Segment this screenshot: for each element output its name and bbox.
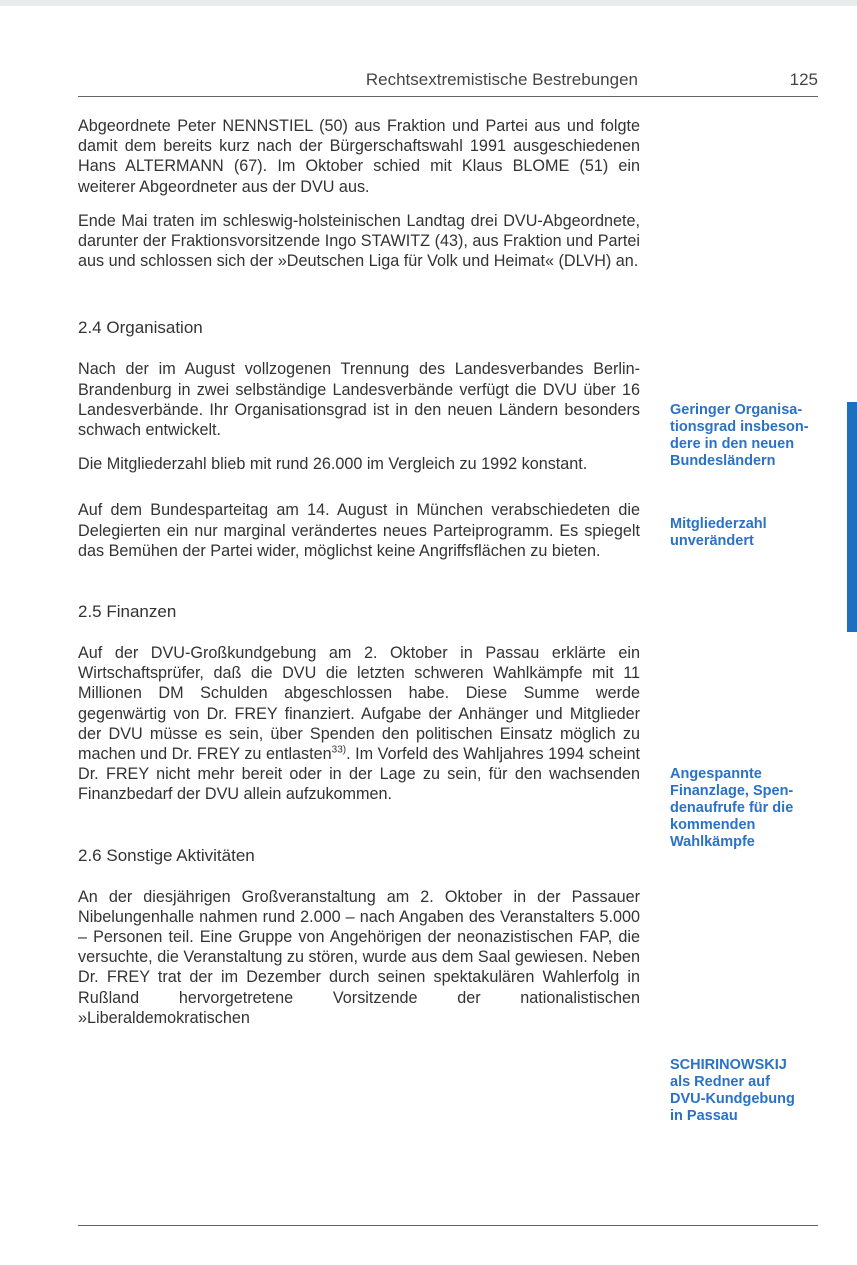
section-heading-sonstige-aktivitaeten: 2.6 Sonstige Aktivitäten [78,845,255,865]
organisation-paragraph-3: Auf dem Bundesparteitag am 14. August in München verabschiedeten die Delegierten ein nur marginal verändertes neues Parteiprogramm. Es spiegelt das Bemühen der Partei wider, möglichst keine Angriffsflächen zu bieten. [78,501,640,560]
chapter-edge-tab [847,402,857,632]
margin-note-organisationsgrad: Geringer Organisa- tionsgrad insbeson- dere in den neuen Bundesländern [670,402,809,469]
footer-rule [78,1225,818,1226]
section-heading-finanzen: 2.5 Finanzen [78,602,177,622]
margin-note-schirinowskij: SCHIRINOWSKIJ als Redner auf DVU-Kundgebung in Passau [670,1057,795,1124]
section-heading-organisation: 2.4 Organisation [78,318,203,338]
finanzen-paragraph [78,643,640,805]
organisation-paragraph-2: Die Mitgliederzahl blieb mit rund 26.000 im Vergleich zu 1992 konstant. [78,455,588,474]
main-text-column [78,116,640,1042]
finanzen-text-part-1: Auf der DVU-Großkundgebung am 2. Oktober in Passau erklärte ein Wirtschaftsprüfer, daß die DVU die letzten schweren Wahlkämpfe mit 11 Millionen DM Schulden abgeschlossen habe. Diese Summe werde gegenwärtig von Dr. FREY finanziert. Aufgabe der Anhänger und Mitglieder der DVU müsse es sein, über Spenden den politischen Einsatz möglich zu machen und Dr. FREY zu entlasten [78,644,640,764]
margin-note-finanzlage: Angespannte Finanzlage, Spen- denaufrufe für die kommenden Wahlkämpfe [670,766,794,850]
top-edge-band [0,0,857,6]
page-header [78,70,818,97]
finanzen-text-part-2: . Im Vorfeld des Wahljahres 1994 scheint Dr. FREY nicht mehr bereit oder in der Lage zu sein, für den wachsenden Finanzbedarf der DVU allein aufzukommen. [78,745,640,804]
sonstige-aktivitaeten-paragraph: An der diesjährigen Großveranstaltung am 2. Oktober in der Passauer Nibelungenhalle nahmen rund 2.000 – nach Angaben des Veranstalters 5.000 – Personen teil. Eine Gruppe von Angehörigen der neonazistischen FAP, die versuchte, die Veranstaltung zu stören, wurde aus dem Saal gewiesen. Neben Dr. FREY trat der im Dezember durch seinen spektakulären Wahlerfolg in Rußland hervorgetretene Vorsitzende der nationalistischen »Liberaldemokratischen [78,887,640,1027]
margin-note-mitgliederzahl: Mitgliederzahl unverändert [670,516,767,549]
page-number: 125 [789,70,818,89]
organisation-paragraph-1: Nach der im August vollzogenen Trennung des Landesverbandes Berlin-Brandenburg in zwei selbständige Landesverbände verfügt die DVU über 16 Landesverbände. Ihr Organisationsgrad ist in den neuen Ländern besonders schwach entwickelt. [78,360,640,440]
intro-paragraph-2: Ende Mai traten im schleswig-holsteinischen Landtag drei DVU-Abgeordnete, darunter der Fraktionsvorsitzende Ingo STAWITZ (43), aus Fraktion und Partei aus und schlossen sich der »Deutschen Liga für Volk und Heimat« (DLVH) an. [78,211,640,271]
footnote-reference: 33) [331,744,347,756]
intro-paragraph-1: Abgeordnete Peter NENNSTIEL (50) aus Fraktion und Partei aus und folgte damit dem bereits kurz nach der Bürgerschaftswahl 1991 ausgeschiedenen Hans ALTERMANN (67). Im Oktober schied mit Klaus BLOME (51) ein weiterer Abgeordneter aus der DVU aus. [78,117,640,196]
running-title: Rechtsextremistische Bestrebungen [365,70,638,89]
